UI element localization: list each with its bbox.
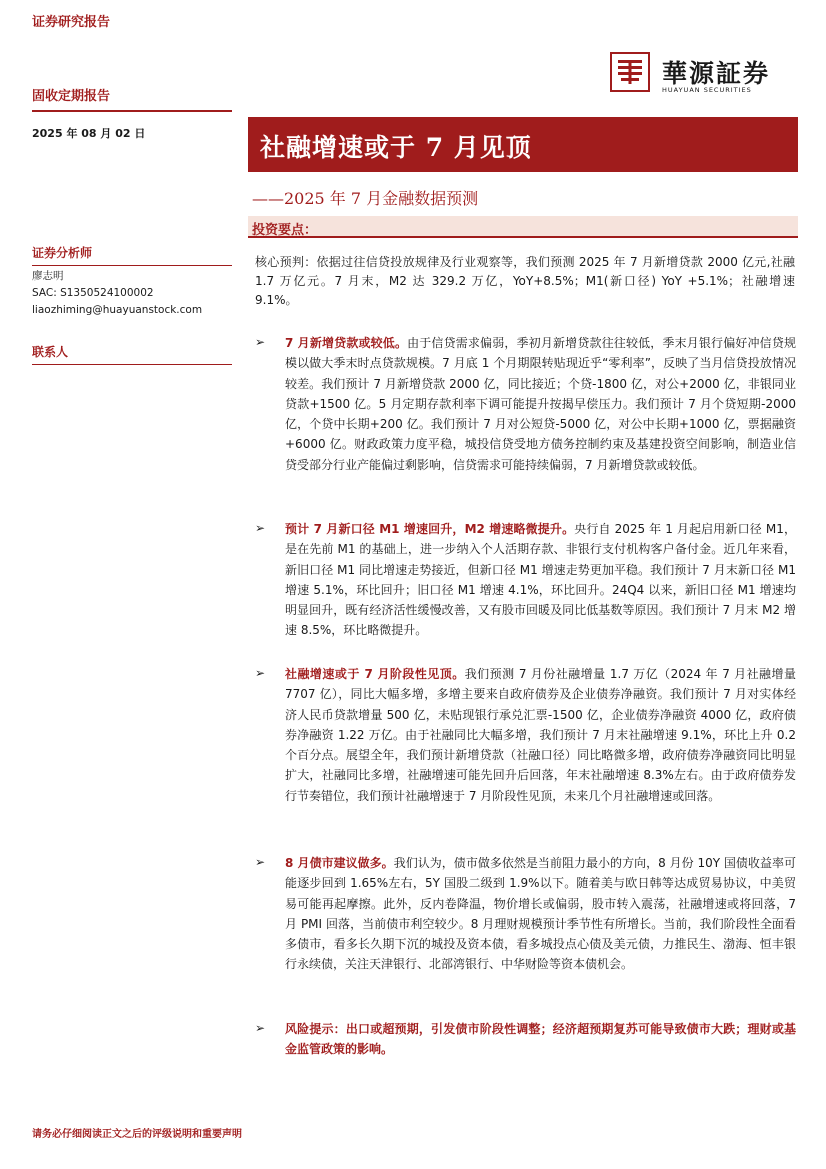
bullet-text: 我们预测 7 月份社融增量 1.7 万亿（2024 年 7 月社融增量 7707 亿），同比大幅多增，多增主要来自政府债券及企业债券净融资。我们预计 7 月对实体经济人民币贷款增量 500 亿，未贴现银行承兑汇票-1500 亿，企业债券净融资 4000 亿，政府债券净融资 1.22 万亿。由于社融同比大幅多增，我们预计 7 月末社融增速 9.1%，环比上升 0.2 个百分点。展望全年，我们预计新增贷款（社融口径）同比略微多增，政府债券净融资同比明显扩大，社融同比多增，社融增速可能先回升后回落，年末社融增速 8.3%左右。由于政府债券发行节奏错位，我们预计社融增速于 7 月阶段性见顶，未来几个月社融增速或回落。 <box>285 667 796 803</box>
analyst-heading: 证券分析师 <box>32 244 232 266</box>
core-forecast: 核心预判：依据过往信贷投放规律及行业观察等，我们预测 2025 年 7 月新增贷款 2000 亿元,社融 1.7 万亿元。7 月末，M2 达 329.2 万亿，YoY+8.5%；M1(新口径) YoY +5.1%；社融增速 9.1%。 <box>255 255 795 307</box>
bullet-text: 由于信贷需求偏弱，季初月新增贷款往往较低，季末月银行偏好冲信贷规模以做大季末时点贷款规模。7 月底 1 个月期限转贴现近乎“零利率”，反映了当月信贷投放情况较差。我们预计 7 月新增贷款 2000 亿，同比接近；个贷-1800 亿，对公+2000 亿，非银同业贷款+1500 亿。5 月定期存款利率下调可能提升按揭早偿压力。我们预计 7 月个贷短期-2000 亿，个贷中长期+200 亿。我们预计 7 月对公短贷-5000 亿，对公中长期+1000 亿，票据融资+6000 亿。财政政策力度平稳，城投信贷受地方债务控制约束及基建投资空间影响，制造业信贷受部分行业产能偏过剩影响，信贷需求可能持续偏弱，7 月新增贷款或较低。 <box>285 336 796 472</box>
logo-emblem-icon <box>610 52 650 92</box>
key-points-label: 投资要点： <box>252 223 318 238</box>
bullet-body <box>285 519 796 641</box>
key-points-header <box>248 216 798 238</box>
bullet-text: 我们认为，债市做多依然是当前阻力最小的方向，8 月份 10Y 国债收益率可能逐步回到 1.65%左右，5Y 国股二级到 1.9%以下。随着美与欧日韩等达成贸易协议，中美贸易可能再起摩擦。此外，反内卷降温，物价增长或偏弱，股市转入震荡，社融增速或将回落，7 月 PMI 回落，当前债市利空较少。8 月理财规模预计季节性有所增长。当前，我们阶段性全面看多债市，看多长久期下沉的城投及资本债，看多城投点心债及美元债，力推民生、渤海、恒丰银行永续债，关注天津银行、北部湾银行、中华财险等资本债机会。 <box>285 856 796 972</box>
bullet-highlight: 社融增速或于 7 月阶段性见顶。 <box>285 667 465 681</box>
bullet-arrow-icon: ➢ <box>255 335 266 349</box>
bullet-highlight: 8 月债市建议做多。 <box>285 856 394 870</box>
bullet-highlight: 预计 7 月新口径 M1 增速回升，M2 增速略微提升。 <box>285 522 575 536</box>
bullet-highlight: 7 月新增贷款或较低。 <box>285 336 408 350</box>
logo-name-en: HUAYUAN SECURITIES <box>662 86 752 94</box>
bullet-body <box>285 333 796 475</box>
risk-text: 风险提示：出口或超预期，引发债市阶段性调整；经济超预期复苏可能导致债市大跌；理财或基金监管政策的影响。 <box>285 1022 796 1057</box>
bullet-arrow-icon: ➢ <box>255 855 266 869</box>
bullet-text: 央行自 2025 年 1 月起启用新口径 M1，是在先前 M1 的基础上，进一步纳入个人活期存款、非银行支付机构客户备付金。近几年来看，新旧口径 M1 同比增速走势接近，但新口径 M1 增速走势更加平稳。我们预计 7 月末新口径 M1 增速 5.1%，环比回升；旧口径 M1 增速 4.1%，环比回升。24Q4 以来，新旧口径 M1 增速均明显回升，既有经济活性缓慢改善，又有股市回暖及同比低基数等原因。我们预计 7 月末 M2 增速 8.5%，环比略微提升。 <box>285 522 796 638</box>
divider <box>32 110 232 112</box>
bullet-arrow-icon: ➢ <box>255 1021 266 1035</box>
bullet-arrow-icon: ➢ <box>255 521 266 535</box>
company-logo <box>610 52 800 100</box>
bullet-arrow-icon: ➢ <box>255 666 266 680</box>
report-type: 证券研究报告 <box>32 15 111 30</box>
page-subtitle: ——2025 年 7 月金融数据预测 <box>252 189 479 208</box>
report-date: 2025 年 08 月 02 日 <box>32 127 146 140</box>
bullet-body <box>285 853 796 975</box>
analyst-sac: SAC: S1350524100002 <box>32 287 154 299</box>
analyst-name: 廖志明 <box>32 270 64 282</box>
logo-name-cn: 華源証券 <box>662 59 771 88</box>
report-category: 固收定期报告 <box>32 89 111 104</box>
page-title: 社融增速或于 7 月见顶 <box>260 133 532 162</box>
disclaimer-footer: 请务必仔细阅读正文之后的评级说明和重要声明 <box>32 1129 242 1140</box>
title-banner <box>248 117 798 172</box>
contact-heading: 联系人 <box>32 343 232 365</box>
analyst-email: liaozhiming@huayuanstock.com <box>32 304 203 316</box>
bullet-body <box>285 664 796 806</box>
